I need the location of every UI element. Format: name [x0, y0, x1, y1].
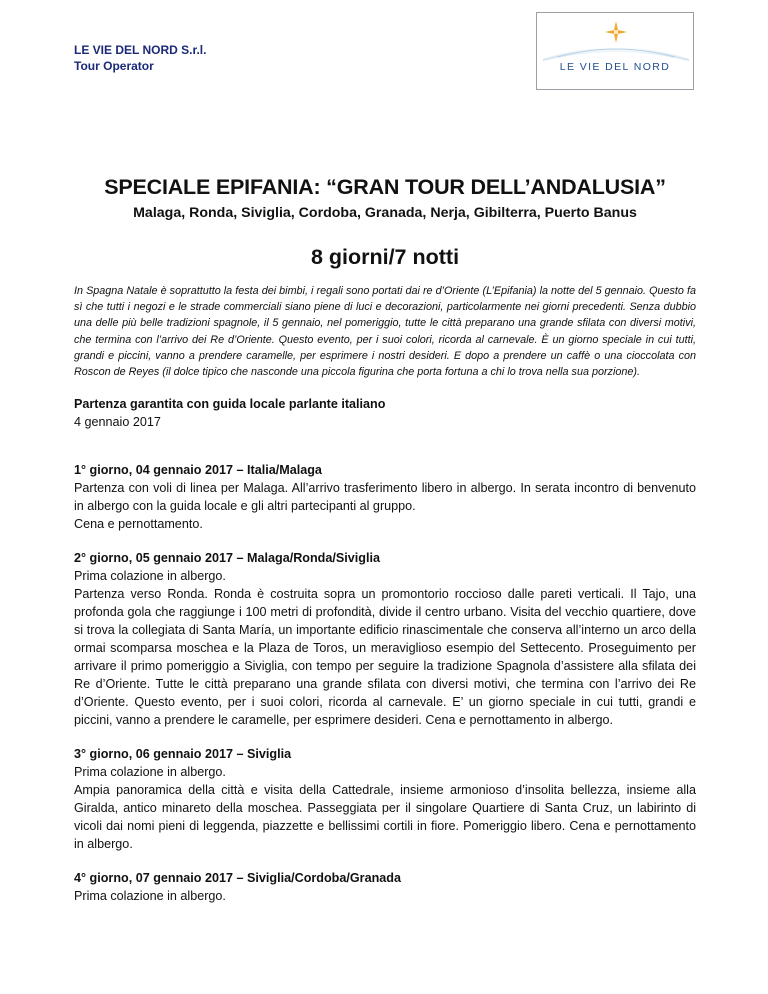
day-heading: 4° giorno, 07 gennaio 2017 – Siviglia/Cordoba/Granada [74, 871, 401, 886]
document-subtitle: Malaga, Ronda, Siviglia, Cordoba, Granada, Nerja, Gibilterra, Puerto Banus [133, 205, 637, 221]
logo-star-icon [537, 13, 695, 91]
document-body [74, 174, 696, 905]
company-header [74, 42, 206, 74]
logo-text: LE VIE DEL NORD [559, 61, 671, 73]
day-section-4 [74, 869, 696, 905]
departure-heading: Partenza garantita con guida locale parlante italiano [74, 397, 386, 412]
departure-date: 4 gennaio 2017 [74, 415, 161, 430]
day-text: Ampia panoramica della città e visita della Cattedrale, insieme armonioso d’insolita bellezza, insieme alla Giralda, antico minareto della moschea. Passeggiata per il singolare Quartiere di Santa Cruz, un labirinto di vicoli dai nomi pieni di leggenda, piazzette e bellissimi cortili in fiore. Pomeriggio libero. Cena e pernottamento in albergo. [74, 783, 696, 852]
day-heading: 1° giorno, 04 gennaio 2017 – Italia/Malaga [74, 463, 322, 478]
day-heading: 2° giorno, 05 gennaio 2017 – Malaga/Ronda/Siviglia [74, 551, 380, 566]
day-heading: 3° giorno, 06 gennaio 2017 – Siviglia [74, 747, 292, 762]
day-text: Prima colazione in albergo. [74, 765, 226, 780]
document-title: SPECIALE EPIFANIA: “GRAN TOUR DELL’ANDALUSIA” [104, 175, 666, 199]
company-name: LE VIE DEL NORD S.r.l. [74, 43, 207, 57]
tour-duration: 8 giorni/7 notti [310, 245, 460, 269]
departure-section [74, 395, 696, 431]
day-section-1 [74, 461, 696, 533]
day-section-3 [74, 745, 696, 853]
day-text: Partenza verso Ronda. Ronda è costruita sopra un promontorio roccioso dalle pareti verticali. Il Tajo, una profonda gola che raggiunge i 100 metri di profondità, divide il centro urbano. Visita del vecchio quartiere, dove si trova la collegiata di Santa María, un importante edificio rinascimentale che conserva all’interno un arco della ormai scomparsa moschea e la Plaza de Toros, un meraviglioso esempio del Settecento. Proseguimento per arrivare il primo pomeriggio a Siviglia, con tempo per seguire la tradizione Spagnola d’assistere alla sfilata dei Re d’Oriente. Tutte le città preparano una grande sfilata con diversi motivi, che termina con l’arrivo dei Re d’Oriente. Questo evento, per i suoi colori, ricorda al carnevale. E’ un giorno speciale in cui tutti, grandi e piccini, vanno a prendere le caramelle, per esprimere desideri. Cena e pernottamento in albergo. [74, 587, 696, 728]
day-text: Prima colazione in albergo. [74, 569, 226, 584]
intro-paragraph: In Spagna Natale è soprattutto la festa dei bimbi, i regali sono portati dai re d’Oriente (L’Epifania) la notte del 5 gennaio. Questo fa sì che tutti i negozi e le strade commerciali siano piene di luci e decorazioni, particolarmente nei giorni precedenti. Senza dubbio una delle più belle tradizioni spagnole, il 5 gennaio, nel pomeriggio, tutte le città preparano una grande sfilata con diversi motivi, che termina con l’arrivo dei Re d’Oriente. Questo evento, per i suoi colori, ricorda al carnevale. È un giorno speciale in cui tutti, grandi e piccini, vanno a prendere caramelle, per esprimere i nostri desideri. E dopo a prendere un caffè o una cioccolata con Roscon de Reyes (il dolce tipico che nasconde una piccola figurina che porta fortuna a chi lo trova nella sua porzione). [74, 285, 696, 379]
day-text: Cena e pernottamento. [74, 517, 203, 532]
company-role: Tour Operator [74, 59, 154, 73]
day-text: Prima colazione in albergo. [74, 889, 226, 904]
company-logo [536, 12, 694, 90]
day-section-2 [74, 549, 696, 729]
day-text: Partenza con voli di linea per Malaga. All’arrivo trasferimento libero in albergo. In serata incontro di benvenuto in albergo con la guida locale e gli altri partecipanti al gruppo. [74, 481, 696, 514]
